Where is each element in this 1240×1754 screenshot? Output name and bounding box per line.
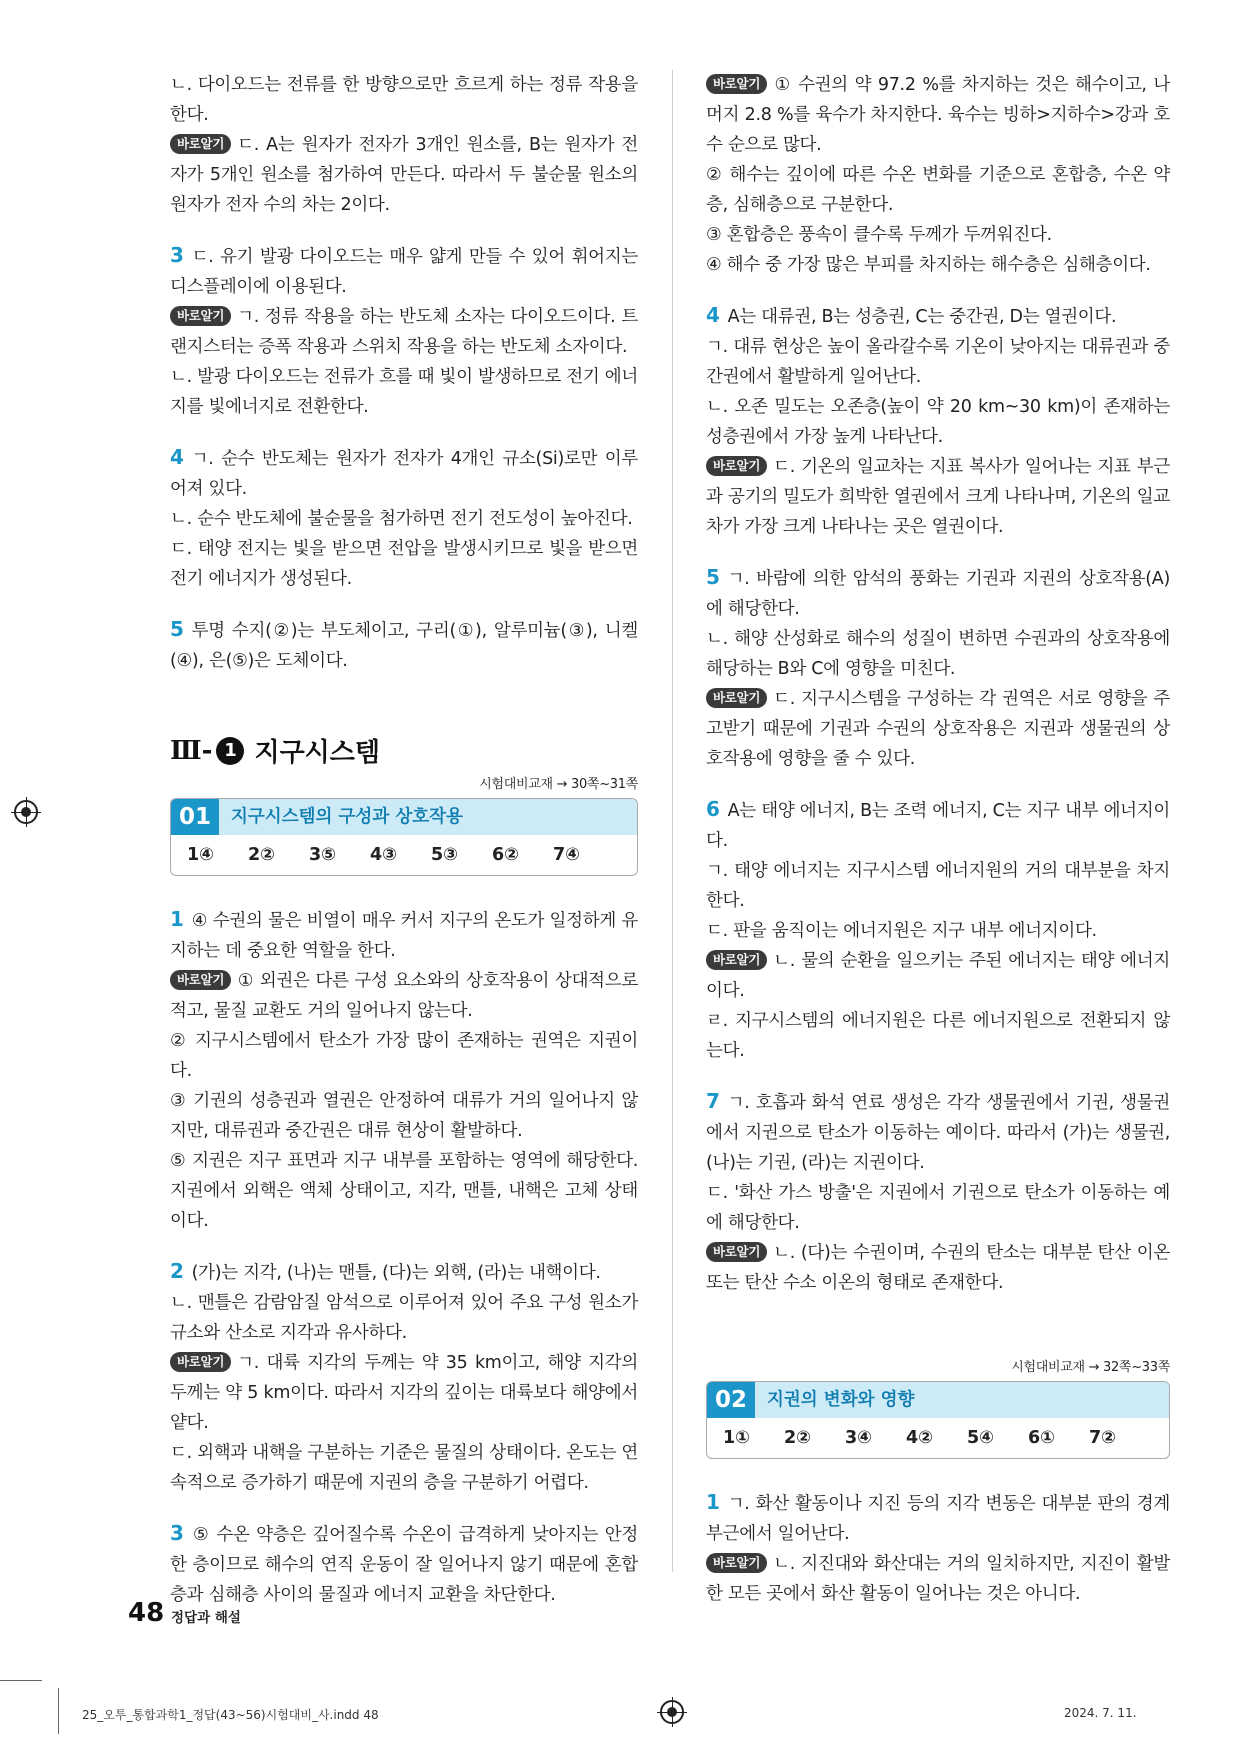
explanation-text: ㄱ. 대류 현상은 높이 올라갈수록 기온이 낮아지는 대류권과 중간권에서 활발하게 일어난다. <box>706 337 1170 387</box>
explanation-text: ① 외권은 다른 구성 요소와의 상호작용이 상대적으로 적고, 물질 교환도 거의 일어나지 않는다. <box>170 971 638 1021</box>
explanation-line <box>706 1238 1170 1298</box>
explanation-line <box>706 1086 1170 1178</box>
explanation-line <box>706 1006 1170 1066</box>
explanation-line <box>170 1146 638 1236</box>
explanation-line <box>170 1438 638 1498</box>
left-column <box>170 70 638 1630</box>
explanation-line <box>170 130 638 220</box>
answer-key-item: 4③ <box>370 845 397 865</box>
answer-key-item: 3④ <box>845 1428 872 1448</box>
page-number: 48 <box>128 1598 165 1628</box>
explanation-text: ㄱ. 화산 활동이나 지진 등의 지각 변동은 대부분 판의 경계 부근에서 일어난다. <box>706 1494 1170 1544</box>
explanation-line <box>170 1256 638 1288</box>
explanation-text: ㄴ. 순수 반도체에 불순물을 첨가하면 전기 전도성이 높아진다. <box>170 509 633 529</box>
explanation-line <box>170 362 638 422</box>
explanation-text: ③ 혼합층은 풍속이 클수록 두께가 두꺼워진다. <box>706 225 1052 245</box>
answer-explanation <box>706 300 1170 542</box>
question-number: 1 <box>170 907 184 931</box>
section-heading <box>170 732 638 769</box>
right-column <box>706 70 1170 1629</box>
explanation-text: ③ 기권의 성층권과 열권은 안정하여 대류가 거의 일어나지 않지만, 대류권과 중간권은 대류 현상이 활발하다. <box>170 1091 638 1141</box>
explanation-line <box>706 160 1170 220</box>
explanation-line <box>170 1288 638 1348</box>
check-badge: 바로알기 <box>706 74 767 94</box>
explanation-text: ㄴ. 지진대와 화산대는 거의 일치하지만, 지진이 활발한 모든 곳에서 화산 활동이 일어나는 것은 아니다. <box>706 1554 1170 1604</box>
unit2-reference: 시험대비교재 → 32쪽~33쪽 <box>1011 1360 1170 1375</box>
explanation-line <box>170 1086 638 1146</box>
explanation-text: ㄴ. 오존 밀도는 오존층(높이 약 20 km~30 km)이 존재하는 성층권에서 가장 높게 나타난다. <box>706 397 1170 447</box>
answer-explanation <box>170 240 638 422</box>
answer-explanation <box>706 70 1170 280</box>
question-number: 6 <box>706 797 720 821</box>
explanation-line <box>170 442 638 504</box>
check-badge: 바로알기 <box>170 1352 231 1372</box>
footer-date: 2024. 7. 11. <box>1064 1706 1137 1720</box>
answer-key-item: 6② <box>492 845 519 865</box>
question-number: 4 <box>170 445 184 469</box>
explanation-line <box>170 1026 638 1086</box>
check-badge: 바로알기 <box>706 688 767 708</box>
explanation-line <box>706 452 1170 542</box>
answer-key-item: 5③ <box>431 845 458 865</box>
unit2-title: 지권의 변화와 영향 <box>755 1382 1169 1418</box>
check-badge: 바로알기 <box>170 134 231 154</box>
explanation-line <box>170 534 638 594</box>
check-badge: 바로알기 <box>706 1553 767 1573</box>
explanation-text: ㄷ. 기온의 일교차는 지표 복사가 일어나는 지표 부근과 공기의 밀도가 희박한 열권에서 크게 나타나며, 기온의 일교차가 가장 크게 나타나는 곳은 열권이다. <box>706 457 1170 537</box>
explanation-line <box>706 794 1170 856</box>
explanation-text: ㄱ. 태양 에너지는 지구시스템 에너지원의 거의 대부분을 차지한다. <box>706 861 1170 911</box>
explanation-line <box>706 300 1170 332</box>
explanation-line <box>170 966 638 1026</box>
explanation-text: (가)는 지각, (나)는 맨틀, (다)는 외핵, (라)는 내핵이다. <box>191 1263 601 1283</box>
right-bottom-answers <box>706 1487 1170 1609</box>
explanation-text: A는 태양 에너지, B는 조력 에너지, C는 지구 내부 에너지이다. <box>706 801 1170 851</box>
explanation-line <box>706 856 1170 916</box>
explanation-text: ㄴ. 맨틀은 감람암질 암석으로 이루어져 있어 주요 구성 원소가 규소와 산소로 지각과 유사하다. <box>170 1293 638 1343</box>
unit1-number: 01 <box>171 799 219 835</box>
explanation-line <box>170 904 638 966</box>
question-number: 3 <box>170 243 184 267</box>
explanation-text: ㄴ. (다)는 수권이며, 수권의 탄소는 대부분 탄산 이온 또는 탄산 수소 이온의 형태로 존재한다. <box>706 1243 1170 1293</box>
question-number: 2 <box>170 1259 184 1283</box>
left-top-answers <box>170 70 638 676</box>
unit1-answer-list <box>171 835 637 875</box>
unit2-answer-list <box>707 1418 1169 1458</box>
answer-explanation <box>706 562 1170 774</box>
explanation-line <box>170 302 638 362</box>
answer-key-item: 4② <box>906 1428 933 1448</box>
check-badge: 바로알기 <box>170 970 231 990</box>
footer-file-name: 25_오투_통합과학1_정답(43~56)시험대비_사.indd 48 <box>82 1708 379 1722</box>
answer-explanation <box>706 1487 1170 1609</box>
section-title: 지구시스템 <box>254 738 381 768</box>
answer-key-item: 2② <box>784 1428 811 1448</box>
explanation-line <box>706 624 1170 684</box>
crop-mark <box>58 1688 59 1734</box>
answer-explanation <box>706 1086 1170 1298</box>
explanation-line <box>706 70 1170 160</box>
explanation-text: ㄴ. 해양 산성화로 해수의 성질이 변하면 수권과의 상호작용에 해당하는 B와 C에 영향을 미친다. <box>706 629 1170 679</box>
answer-key-item: 6① <box>1028 1428 1055 1448</box>
explanation-text: ② 지구시스템에서 탄소가 가장 많이 존재하는 권역은 지권이다. <box>170 1031 638 1081</box>
answer-key-item: 1① <box>723 1428 750 1448</box>
question-number: 1 <box>706 1490 720 1514</box>
explanation-line <box>170 614 638 676</box>
explanation-text: ㄱ. 호흡과 화석 연료 생성은 각각 생물권에서 기권, 생물권에서 지권으로 탄소가 이동하는 예이다. 따라서 (가)는 생물권, (나)는 기권, (라)는 지권이다. <box>706 1093 1170 1173</box>
answer-explanation <box>170 904 638 1236</box>
explanation-text: ㄷ. 외핵과 내핵을 구분하는 기준은 물질의 상태이다. 온도는 연속적으로 증가하기 때문에 지권의 층을 구분하기 어렵다. <box>170 1443 638 1493</box>
answer-explanation <box>170 614 638 676</box>
explanation-text: ④ 수권의 물은 비열이 매우 커서 지구의 온도가 일정하게 유지하는 데 중요한 역할을 한다. <box>170 911 638 961</box>
crop-mark <box>0 1680 42 1681</box>
explanation-text: ㄹ. 지구시스템의 에너지원은 다른 에너지원으로 전환되지 않는다. <box>706 1011 1170 1061</box>
registration-mark-icon <box>660 1700 684 1724</box>
explanation-text: ② 해수는 깊이에 따른 수온 변화를 기준으로 혼합층, 수온 약층, 심해층으로 구분한다. <box>706 165 1170 215</box>
check-badge: 바로알기 <box>706 456 767 476</box>
explanation-line <box>706 1178 1170 1238</box>
explanation-text: ㄷ. A는 원자가 전자가 3개인 원소를, B는 원자가 전자가 5개인 원소를 첨가하여 만든다. 따라서 두 불순물 원소의 원자가 전자 수의 차는 2이다. <box>170 135 638 215</box>
explanation-text: ㄷ. 판을 움직이는 에너지원은 지구 내부 에너지이다. <box>706 921 1097 941</box>
explanation-text: ㄷ. 태양 전지는 빛을 받으면 전압을 발생시키므로 빛을 받으면 전기 에너지가 생성된다. <box>170 539 638 589</box>
explanation-text: ㄱ. 바람에 의한 암석의 풍화는 기권과 지권의 상호작용(A)에 해당한다. <box>706 569 1170 619</box>
question-number: 5 <box>170 617 184 641</box>
answer-explanation <box>170 442 638 594</box>
check-badge: 바로알기 <box>706 1242 767 1262</box>
explanation-text: ㄱ. 정류 작용을 하는 반도체 소자는 다이오드이다. 트랜지스터는 증폭 작용과 스위치 작용을 하는 반도체 소자이다. <box>170 307 638 357</box>
question-number: 3 <box>170 1521 184 1545</box>
explanation-line <box>706 1549 1170 1609</box>
explanation-line <box>170 504 638 534</box>
section-roman: Ⅲ- <box>170 735 213 766</box>
explanation-text: ① 수권의 약 97.2 %를 차지하는 것은 해수이고, 나머지 2.8 %를 육수가 차지한다. 육수는 빙하>지하수>강과 호수 순으로 많다. <box>706 75 1170 155</box>
explanation-line <box>170 240 638 302</box>
explanation-line <box>706 562 1170 624</box>
left-bottom-answers <box>170 904 638 1610</box>
unit1-title: 지구시스템의 구성과 상호작용 <box>219 799 637 835</box>
explanation-line <box>706 392 1170 452</box>
explanation-text: ④ 해수 중 가장 많은 부피를 차지하는 해수층은 심해층이다. <box>706 255 1151 275</box>
question-number: 4 <box>706 303 720 327</box>
question-number: 5 <box>706 565 720 589</box>
explanation-text: 투명 수지(②)는 부도체이고, 구리(①), 알루미늄(③), 니켈(④), 은(⑤)은 도체이다. <box>170 621 638 671</box>
explanation-line <box>706 946 1170 1006</box>
explanation-text: ㄱ. 순수 반도체는 원자가 전자가 4개인 규소(Si)로만 이루어져 있다. <box>170 449 638 499</box>
explanation-text: ㄷ. 지구시스템을 구성하는 각 권역은 서로 영향을 주고받기 때문에 기권과 수권의 상호작용은 지권과 생물권의 상호작용에 영향을 줄 수 있다. <box>706 689 1170 769</box>
answer-key-item: 5④ <box>967 1428 994 1448</box>
answer-explanation <box>706 794 1170 1066</box>
answer-explanation <box>170 70 638 220</box>
explanation-text: ㄱ. 대륙 지각의 두께는 약 35 km이고, 해양 지각의 두께는 약 5 km이다. 따라서 지각의 깊이는 대륙보다 해양에서 얕다. <box>170 1353 638 1433</box>
explanation-text: ㄴ. 물의 순환을 일으키는 주된 에너지는 태양 에너지이다. <box>706 951 1170 1001</box>
answer-key-item: 1④ <box>187 845 214 865</box>
check-badge: 바로알기 <box>706 950 767 970</box>
explanation-line <box>706 332 1170 392</box>
explanation-text: A는 대류권, B는 성층권, C는 중간권, D는 열권이다. <box>727 307 1117 327</box>
question-number: 7 <box>706 1089 720 1113</box>
explanation-line <box>706 250 1170 280</box>
answer-key-item: 3⑤ <box>309 845 336 865</box>
explanation-line <box>170 70 638 130</box>
answer-key-item: 7② <box>1089 1428 1116 1448</box>
explanation-line <box>170 1518 638 1610</box>
section-circle-number: 1 <box>216 737 244 765</box>
unit1-reference: 시험대비교재 → 30쪽~31쪽 <box>479 777 638 792</box>
unit2-answer-box <box>706 1381 1170 1459</box>
check-badge: 바로알기 <box>170 306 231 326</box>
answer-explanation <box>170 1518 638 1610</box>
unit2-number: 02 <box>707 1382 755 1418</box>
unit1-header <box>171 799 637 835</box>
explanation-text: ㄴ. 발광 다이오드는 전류가 흐를 때 빛이 발생하므로 전기 에너지를 빛에너지로 전환한다. <box>170 367 638 417</box>
explanation-text: ㄴ. 다이오드는 전류를 한 방향으로만 흐르게 하는 정류 작용을 한다. <box>170 75 638 125</box>
answer-key-item: 2② <box>248 845 275 865</box>
explanation-text: ⑤ 수온 약층은 깊어질수록 수온이 급격하게 낮아지는 안정한 층이므로 해수의 연직 운동이 잘 일어나지 않기 때문에 혼합층과 심해층 사이의 물질과 에너지 교환을 차단한다. <box>170 1525 638 1605</box>
explanation-line <box>170 1348 638 1438</box>
column-divider <box>672 70 673 1572</box>
right-top-answers <box>706 70 1170 1298</box>
registration-mark-icon <box>14 800 38 824</box>
unit1-answer-box <box>170 798 638 876</box>
unit2-header <box>707 1382 1169 1418</box>
explanation-text: ⑤ 지권은 지구 표면과 지구 내부를 포함하는 영역에 해당한다. 지권에서 외핵은 액체 상태이고, 지각, 맨틀, 내핵은 고체 상태이다. <box>170 1151 638 1231</box>
explanation-line <box>706 916 1170 946</box>
explanation-text: ㄷ. 유기 발광 다이오드는 매우 얇게 만들 수 있어 휘어지는 디스플레이에 이용된다. <box>170 247 638 297</box>
explanation-text: ㄷ. '화산 가스 방출'은 지권에서 기권으로 탄소가 이동하는 예에 해당한다. <box>706 1183 1170 1233</box>
answer-key-item: 7④ <box>553 845 580 865</box>
page-label: 정답과 해설 <box>171 1610 241 1626</box>
answer-explanation <box>170 1256 638 1498</box>
explanation-line <box>706 684 1170 774</box>
explanation-line <box>706 220 1170 250</box>
explanation-line <box>706 1487 1170 1549</box>
